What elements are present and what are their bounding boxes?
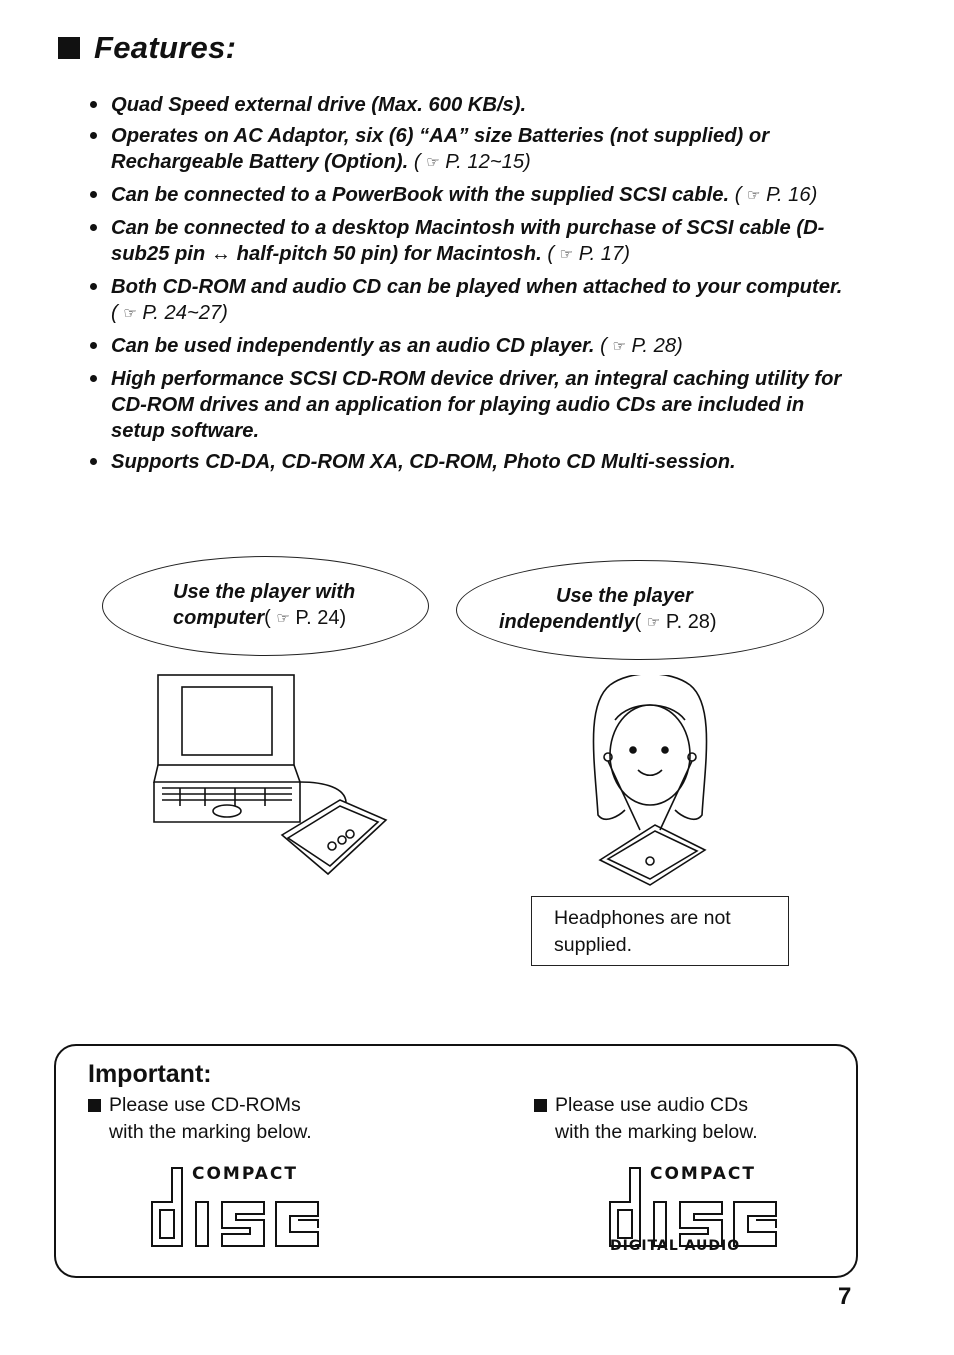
- important-line1: Please use CD-ROMs: [109, 1094, 301, 1116]
- feature-item: [88, 449, 848, 475]
- important-line1: Please use audio CDs: [555, 1094, 748, 1116]
- heading-title: Features:: [94, 30, 237, 65]
- feature-item: [88, 366, 848, 444]
- feature-text: High performance SCSI CD-ROM device driver, an integral caching utility for CD-ROM drives and an application for playing audio CDs are included in setup software.: [111, 368, 842, 442]
- bubble-line2: computer: [173, 607, 265, 629]
- page-ref-text: P. 16): [766, 184, 818, 206]
- logo-bottom-text: DIGITAL AUDIO: [610, 1238, 741, 1254]
- bubble-line1: Use the player with: [173, 581, 356, 603]
- pointing-hand-icon: ☞: [747, 187, 761, 204]
- headphones-note: Headphones are not supplied.: [531, 896, 789, 966]
- feature-item: [88, 123, 848, 177]
- bubble-line2: independently: [499, 611, 635, 633]
- page-reference: ( ☞ P. 12~15): [414, 151, 531, 173]
- page-reference: ( ☞ P. 24~27): [111, 302, 228, 324]
- page-reference: ( ☞ P. 28): [600, 335, 683, 357]
- bubble-independently: Use the player independently( ☞ P. 28): [456, 560, 824, 660]
- feature-item: [88, 92, 848, 118]
- pointing-hand-icon: ☞: [426, 154, 440, 171]
- pointing-hand-icon: ☞: [276, 610, 290, 627]
- logo-top-text: COMPACT: [192, 1164, 298, 1184]
- important-box: [54, 1044, 858, 1278]
- feature-text: Both CD-ROM and audio CD can be played when attached to your computer.: [111, 276, 843, 298]
- pointing-hand-icon: ☞: [123, 305, 137, 322]
- important-line2: with the marking below.: [555, 1121, 758, 1143]
- pointing-hand-icon: ☞: [559, 246, 574, 263]
- bullet-square-icon: [534, 1099, 547, 1112]
- bubble-ref: P. 24): [295, 607, 347, 629]
- pointing-hand-icon: ☞: [646, 614, 661, 631]
- feature-text: Supports CD-DA, CD-ROM XA, CD-ROM, Photo CD Multi-session.: [111, 451, 736, 473]
- page-ref-text: P. 28): [631, 335, 683, 357]
- feature-text: Can be used independently as an audio CD player.: [111, 335, 595, 357]
- logo-top-text: COMPACT: [650, 1164, 756, 1184]
- important-title: Important:: [88, 1060, 212, 1088]
- feature-text: Quad Speed external drive (Max. 600 KB/s).: [111, 94, 527, 116]
- bubble-with-computer: Use the player with computer( ☞ P. 24): [102, 556, 429, 656]
- page-number: 7: [838, 1283, 852, 1310]
- page-ref-text: P. 12~15): [445, 151, 531, 173]
- section-heading: [58, 30, 236, 66]
- bullet-square-icon: [88, 1099, 101, 1112]
- bubble-line1: Use the player: [556, 585, 693, 607]
- important-item-audio-cd: [534, 1092, 758, 1146]
- person-with-cd-player-illustration: [580, 675, 720, 890]
- pointing-hand-icon: ☞: [612, 338, 626, 355]
- feature-item: [88, 274, 848, 328]
- feature-text: Can be connected to a PowerBook with the supplied SCSI cable.: [111, 184, 730, 206]
- page-ref-text: P. 24~27): [142, 302, 228, 324]
- feature-item: [88, 333, 848, 361]
- bubble-ref: P. 28): [665, 611, 717, 633]
- feature-item: [88, 182, 848, 210]
- heading-square-icon: [58, 37, 80, 59]
- feature-item: [88, 215, 848, 269]
- page-reference: ( ☞ P. 16): [735, 184, 818, 206]
- page-ref-text: P. 17): [578, 243, 630, 265]
- page-reference: ( ☞ P. 17): [547, 243, 630, 265]
- feature-text: Can be connected to a desktop Macintosh with purchase of SCSI cable (D-sub25 pin ↔ half-pitch 50 pin) for Macintosh.: [111, 217, 825, 265]
- feature-text: Operates on AC Adaptor, six (6) “AA” size Batteries (not supplied) or Rechargeable Battery (Option).: [111, 125, 770, 173]
- compact-disc-logo: [148, 1164, 323, 1254]
- important-line2: with the marking below.: [109, 1121, 312, 1143]
- features-list: [88, 92, 848, 480]
- laptop-with-cd-player-illustration: [150, 670, 400, 885]
- compact-disc-digital-audio-logo: [606, 1164, 781, 1274]
- important-item-cd-rom: [88, 1092, 312, 1146]
